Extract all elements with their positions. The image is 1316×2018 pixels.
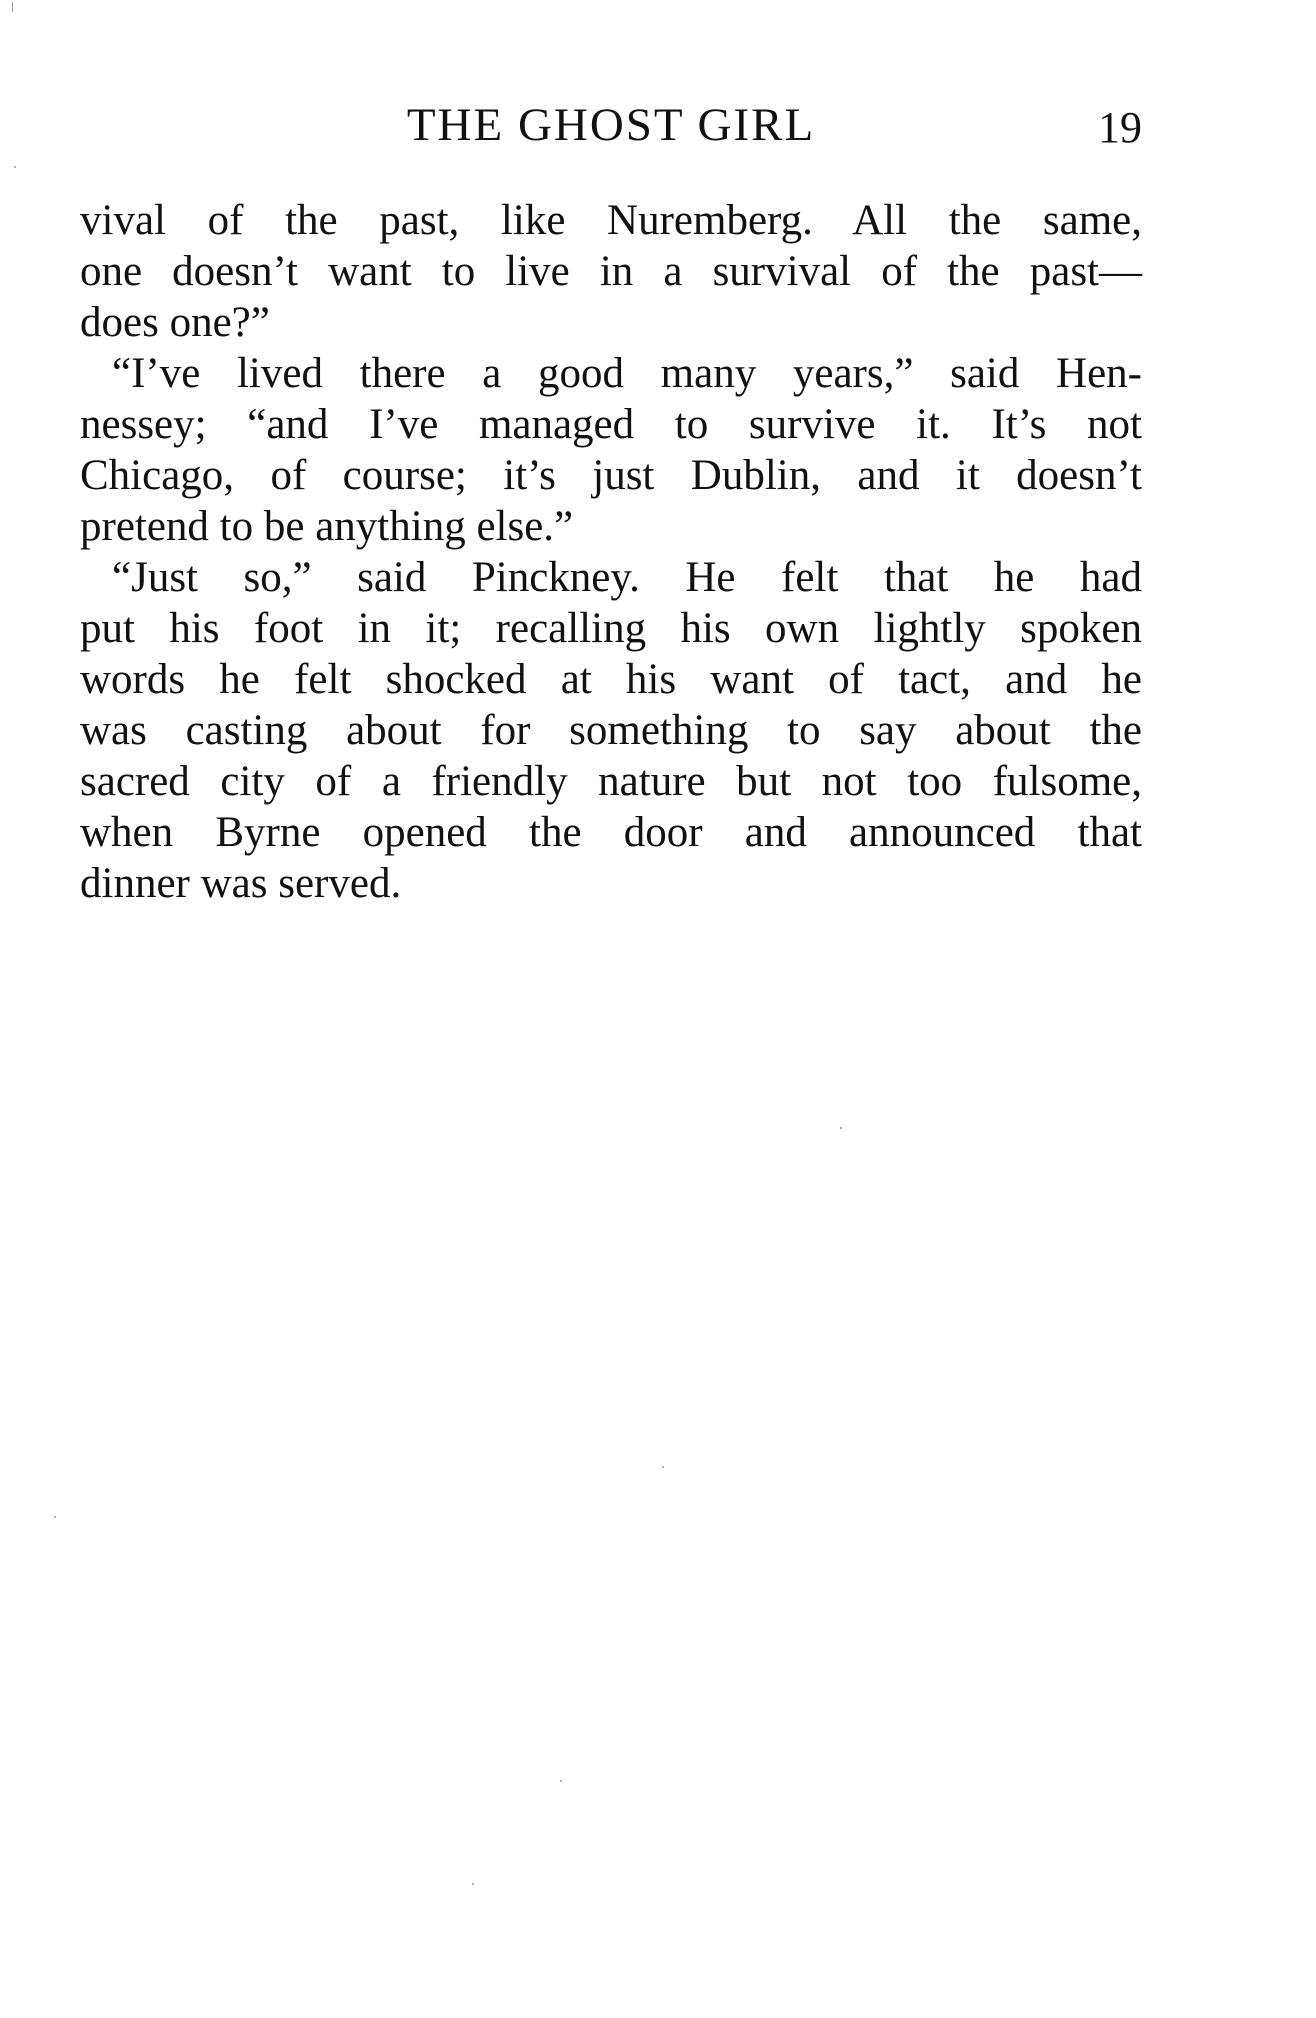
text-line: was casting about for something to say about the: [80, 707, 1142, 754]
scan-speck: [560, 1780, 562, 1782]
text-line: nessey; “and I’ve managed to survive it. It’s not: [80, 401, 1142, 448]
scan-speck: [662, 1466, 664, 1468]
text-line: “I’ve lived there a good many years,” said Hen-: [112, 350, 1142, 397]
text-line: does one?”: [80, 299, 270, 346]
text-line: dinner was served.: [80, 860, 402, 907]
scan-speck: [14, 166, 16, 168]
scan-speck: [12, 2, 13, 12]
scan-speck: [840, 1127, 842, 1129]
page-number: 19: [1098, 103, 1142, 152]
text-line: “Just so,” said Pinckney. He felt that he had: [112, 554, 1142, 601]
text-line: one doesn’t want to live in a survival of the past—: [80, 248, 1142, 295]
text-line: vival of the past, like Nuremberg. All the same,: [80, 197, 1142, 244]
text-line: Chicago, of course; it’s just Dublin, and it doesn’t: [80, 452, 1142, 499]
scan-speck: [54, 1516, 56, 1518]
text-line: words he felt shocked at his want of tact, and he: [80, 656, 1142, 703]
running-title: THE GHOST GIRL: [406, 99, 816, 151]
body-text: [80, 195, 1142, 909]
text-line: sacred city of a friendly nature but not too fulsome,: [80, 758, 1142, 805]
text-line: when Byrne opened the door and announced that: [80, 809, 1142, 856]
text-line: put his foot in it; recalling his own lightly spoken: [80, 605, 1142, 652]
page-header: [80, 98, 1142, 158]
text-line: pretend to be anything else.”: [80, 503, 574, 550]
scan-speck: [472, 1883, 474, 1885]
